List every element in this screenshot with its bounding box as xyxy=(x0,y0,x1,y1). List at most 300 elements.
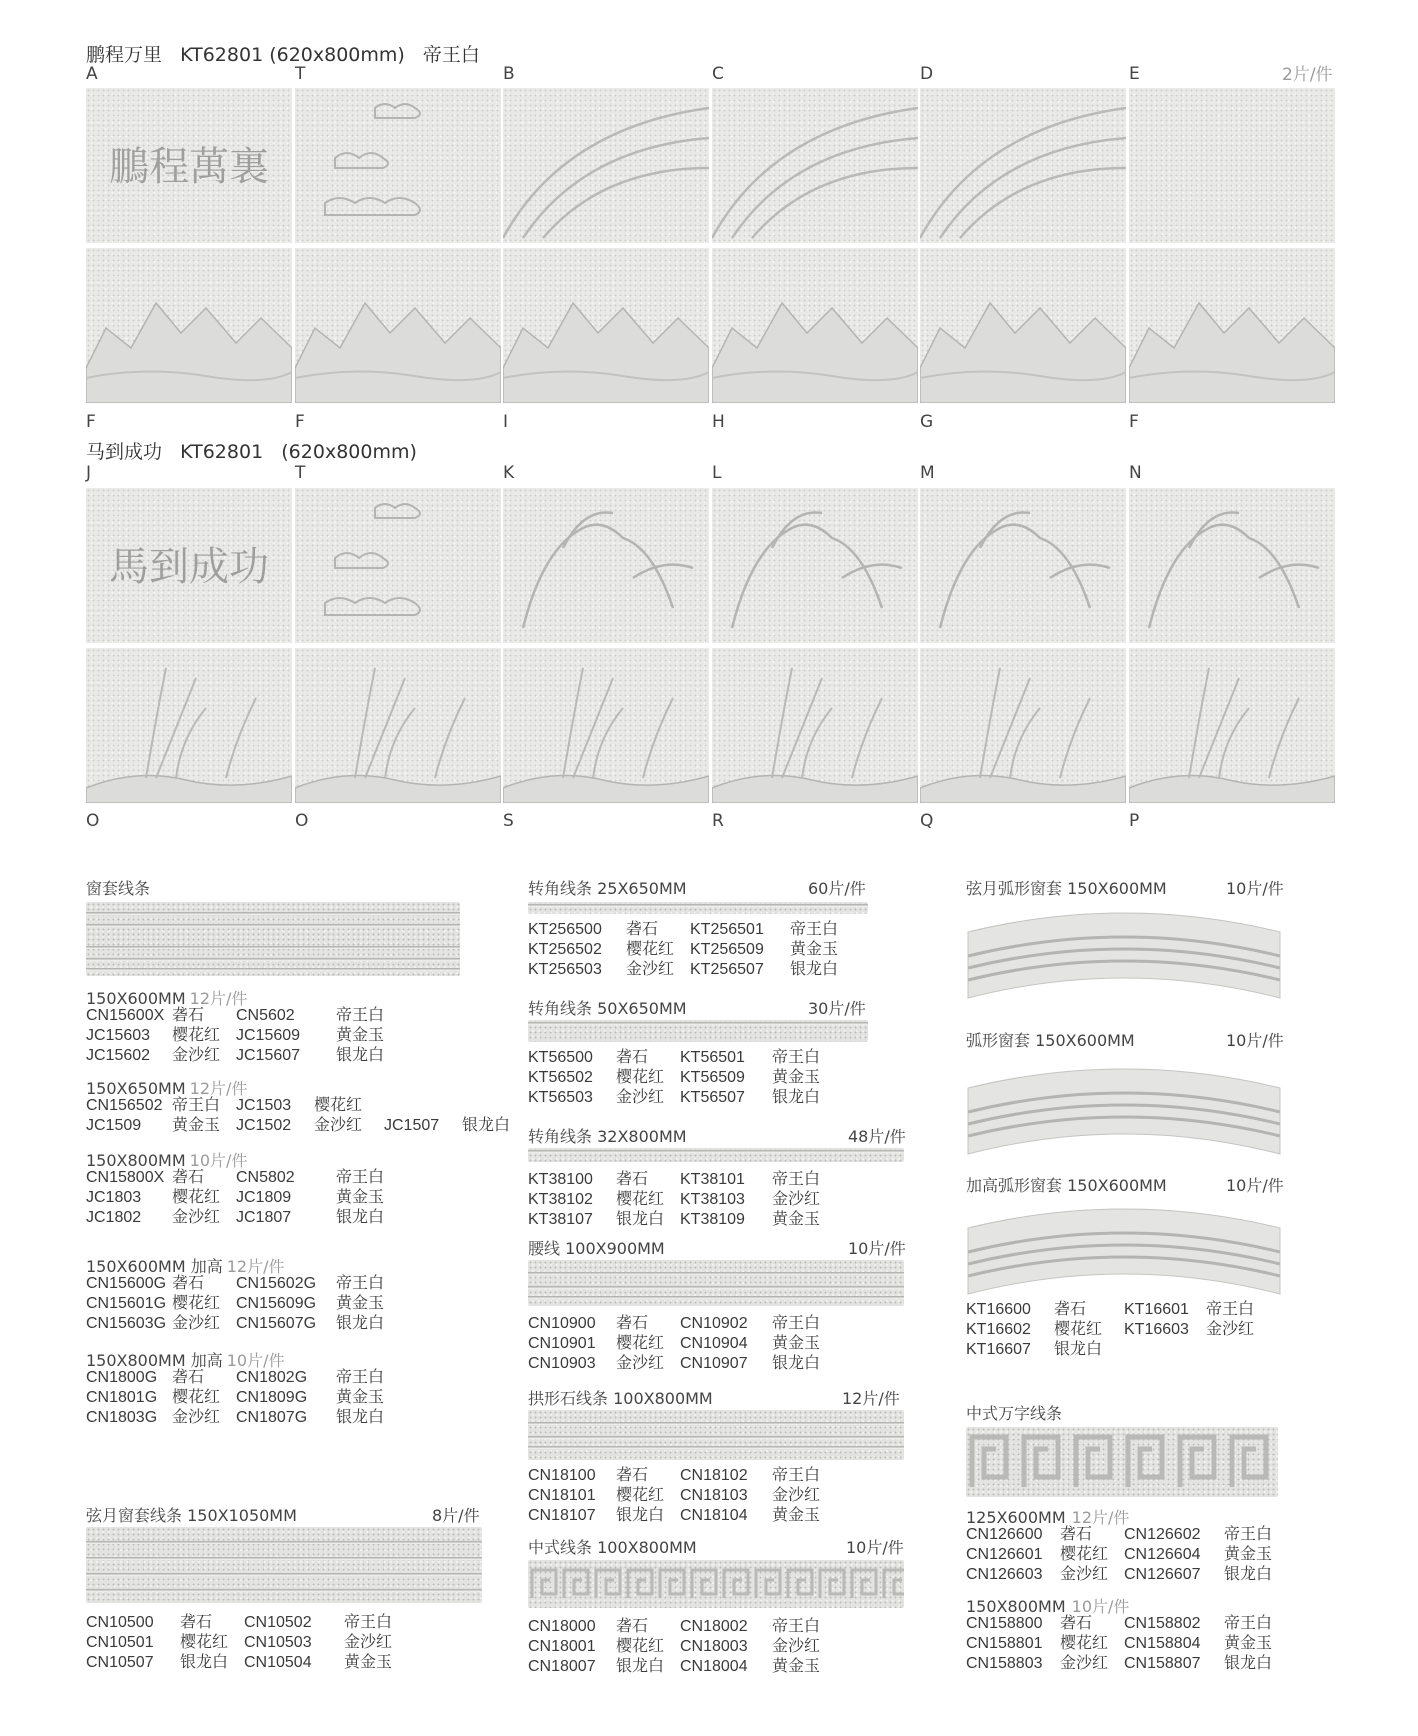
color-name: 银龙白 xyxy=(616,1211,665,1228)
product-code: JC15609 xyxy=(236,1027,301,1044)
product-code: KT38101 xyxy=(680,1171,745,1188)
color-name: 砻石 xyxy=(1060,1526,1093,1543)
section-title: 转角线条 50X650MM xyxy=(528,999,687,1018)
code-row xyxy=(86,1116,522,1136)
product-code: CN126607 xyxy=(1124,1566,1201,1583)
pieces-label: 10片/件 xyxy=(1226,1176,1284,1195)
color-name: 金沙红 xyxy=(626,961,675,978)
panel-letter: R xyxy=(712,811,724,831)
color-name: 黄金玉 xyxy=(336,1189,385,1206)
code-row xyxy=(528,920,860,940)
code-row xyxy=(528,1210,842,1230)
relief-carving xyxy=(86,248,292,403)
product-code: KT56503 xyxy=(528,1089,593,1106)
code-row xyxy=(528,1190,842,1210)
product-code: KT256502 xyxy=(528,941,602,958)
color-name: 黄金玉 xyxy=(172,1117,221,1134)
code-block xyxy=(966,1300,1276,1360)
panel-letter: A xyxy=(86,64,98,84)
code-row xyxy=(966,1634,1294,1654)
relief-carving xyxy=(712,248,918,403)
gallery1-title: 鹏程万里 KT62801 (620x800mm) 帝王白 xyxy=(86,44,480,66)
code-block xyxy=(528,1617,842,1677)
product-code: CN1800G xyxy=(86,1369,158,1386)
product-code: JC1802 xyxy=(86,1209,142,1226)
color-name: 金沙红 xyxy=(1060,1655,1109,1672)
code-row xyxy=(966,1654,1294,1674)
product-code: CN10501 xyxy=(86,1634,154,1651)
relief-carving xyxy=(920,248,1126,403)
code-row xyxy=(86,1046,406,1066)
relief-panel xyxy=(1129,648,1335,803)
color-name: 金沙红 xyxy=(344,1634,393,1651)
color-name: 银龙白 xyxy=(1054,1341,1103,1358)
section-title: 拱形石线条 100X800MM xyxy=(528,1389,713,1408)
code-row xyxy=(86,1006,406,1026)
relief-carving xyxy=(503,488,709,643)
product-code: CN158804 xyxy=(1124,1635,1201,1652)
relief-carving xyxy=(920,648,1126,803)
color-name: 银龙白 xyxy=(462,1117,511,1134)
product-code: CN15600G xyxy=(86,1275,167,1292)
code-row xyxy=(966,1545,1294,1565)
color-name: 帝王白 xyxy=(336,1169,385,1186)
product-code: CN1801G xyxy=(86,1389,158,1406)
section-title: 转角线条 25X650MM xyxy=(528,879,687,898)
relief-panel xyxy=(86,488,292,643)
relief-carving xyxy=(503,248,709,403)
product-code: CN18107 xyxy=(528,1507,596,1524)
panel-letter: E xyxy=(1129,64,1140,84)
arched-molding-image xyxy=(966,1058,1282,1156)
relief-carving xyxy=(712,648,918,803)
color-name: 金沙红 xyxy=(172,1047,221,1064)
color-name: 金沙红 xyxy=(772,1487,821,1504)
panel-letter: S xyxy=(503,811,514,831)
product-code: CN18101 xyxy=(528,1487,596,1504)
code-block xyxy=(528,1048,842,1108)
color-name: 黄金玉 xyxy=(772,1658,821,1675)
code-row xyxy=(86,1274,406,1294)
relief-carving xyxy=(1129,648,1335,803)
product-code: CN158803 xyxy=(966,1655,1043,1672)
color-name: 银龙白 xyxy=(772,1089,821,1106)
panel-letter: F xyxy=(86,412,96,432)
section-title: 腰线 100X900MM xyxy=(528,1239,665,1258)
section-title: 转角线条 32X800MM xyxy=(528,1127,687,1146)
pieces-label: 10片/件 xyxy=(1226,1031,1284,1050)
arched-molding-image xyxy=(966,1198,1282,1296)
relief-panel xyxy=(920,488,1126,643)
color-name: 帝王白 xyxy=(772,1049,821,1066)
color-name: 黄金玉 xyxy=(1224,1635,1273,1652)
product-code: CN10900 xyxy=(528,1315,596,1332)
code-row xyxy=(528,1617,842,1637)
code-block xyxy=(528,1170,842,1230)
relief-panel xyxy=(920,248,1126,403)
color-name: 樱花红 xyxy=(1060,1635,1109,1652)
product-code: KT56500 xyxy=(528,1049,593,1066)
color-name: 银龙白 xyxy=(772,1355,821,1372)
color-name: 银龙白 xyxy=(616,1507,665,1524)
panel-letter: L xyxy=(712,463,722,483)
color-name: 樱花红 xyxy=(172,1027,221,1044)
relief-panel xyxy=(503,88,709,243)
relief-panel xyxy=(503,248,709,403)
product-code: KT256509 xyxy=(690,941,764,958)
product-code: CN1802G xyxy=(236,1369,308,1386)
size-label: 150X800MM xyxy=(86,1151,186,1170)
product-code: CN10502 xyxy=(244,1614,312,1631)
col1-heading: 窗套线条 xyxy=(86,879,151,898)
code-block xyxy=(528,920,860,980)
molding-image xyxy=(528,1148,904,1162)
product-code: KT38107 xyxy=(528,1211,593,1228)
code-row xyxy=(528,1314,842,1334)
panel-letter: T xyxy=(295,64,306,84)
panel-letter: T xyxy=(295,463,306,483)
code-row xyxy=(528,1170,842,1190)
pieces-label: 10片/件 xyxy=(848,1239,906,1258)
product-code: CN126603 xyxy=(966,1566,1043,1583)
pieces-label: 12片/件 xyxy=(842,1389,900,1408)
color-name: 金沙红 xyxy=(772,1638,821,1655)
color-name: 银龙白 xyxy=(790,961,839,978)
color-name: 帝王白 xyxy=(336,1369,385,1386)
pieces-label: 12片/件 xyxy=(1071,1508,1130,1527)
product-code: CN18002 xyxy=(680,1618,748,1635)
code-row xyxy=(86,1026,406,1046)
chinese-pattern xyxy=(528,1560,904,1608)
product-code: JC1809 xyxy=(236,1189,292,1206)
pieces-label: 60片/件 xyxy=(808,879,866,898)
product-code: JC15607 xyxy=(236,1047,301,1064)
product-code: CN15600X xyxy=(86,1007,165,1024)
color-name: 黄金玉 xyxy=(772,1069,821,1086)
product-code: KT56502 xyxy=(528,1069,593,1086)
panel-letter: M xyxy=(920,463,935,483)
color-name: 砻石 xyxy=(172,1275,205,1292)
product-code: KT256503 xyxy=(528,961,602,978)
relief-panel xyxy=(1129,88,1335,243)
product-code: CN10903 xyxy=(528,1355,596,1372)
color-name: 黄金玉 xyxy=(336,1027,385,1044)
panel-letter: I xyxy=(503,412,509,432)
relief-carving xyxy=(920,488,1126,643)
code-block xyxy=(966,1525,1294,1585)
pieces-label: 10片/件 xyxy=(189,1151,248,1170)
relief-carving xyxy=(1129,248,1335,403)
product-code: CN158800 xyxy=(966,1615,1043,1632)
color-name: 帝王白 xyxy=(336,1007,385,1024)
code-row xyxy=(528,1088,842,1108)
relief-panel xyxy=(295,488,501,643)
color-name: 砻石 xyxy=(180,1614,213,1631)
chinese-wanzi-title: 中式万字线条 xyxy=(966,1404,1063,1423)
product-code: CN10504 xyxy=(244,1654,312,1671)
panel-letter: Q xyxy=(920,811,934,831)
color-name: 银龙白 xyxy=(336,1209,385,1226)
color-name: 帝王白 xyxy=(772,1315,821,1332)
code-row xyxy=(528,1506,842,1526)
product-code: KT16602 xyxy=(966,1321,1031,1338)
color-name: 砻石 xyxy=(616,1171,649,1188)
color-name: 黄金玉 xyxy=(790,941,839,958)
pieces-label: 30片/件 xyxy=(808,999,866,1018)
relief-carving xyxy=(86,88,292,243)
panel-letter: P xyxy=(1129,811,1140,831)
code-row xyxy=(86,1188,406,1208)
color-name: 金沙红 xyxy=(1060,1566,1109,1583)
color-name: 银龙白 xyxy=(1224,1655,1273,1672)
color-name: 黄金玉 xyxy=(772,1335,821,1352)
code-row xyxy=(86,1368,406,1388)
relief-panel xyxy=(86,248,292,403)
code-row xyxy=(528,1354,842,1374)
relief-panel xyxy=(295,648,501,803)
color-name: 黄金玉 xyxy=(1224,1546,1273,1563)
relief-carving xyxy=(1129,488,1335,643)
pieces-label: 10片/件 xyxy=(226,1351,285,1370)
relief-panel xyxy=(1129,248,1335,403)
code-row xyxy=(528,960,860,980)
panel-letter: B xyxy=(503,64,515,84)
gallery2-title: 马到成功 KT62801 (620x800mm) xyxy=(86,441,417,463)
relief-carving xyxy=(295,488,501,643)
relief-panel xyxy=(1129,488,1335,643)
product-code: JC1807 xyxy=(236,1209,292,1226)
product-code: KT38100 xyxy=(528,1171,593,1188)
color-name: 樱花红 xyxy=(626,941,675,958)
size-label: 150X800MM 加高 xyxy=(86,1351,223,1370)
panel-letter: G xyxy=(920,412,934,432)
color-name: 砻石 xyxy=(616,1049,649,1066)
product-code: CN126604 xyxy=(1124,1546,1201,1563)
code-block xyxy=(86,1096,522,1136)
pieces-label: 12片/件 xyxy=(189,989,248,1008)
color-name: 银龙白 xyxy=(336,1047,385,1064)
product-code: JC1803 xyxy=(86,1189,142,1206)
code-row xyxy=(86,1653,414,1673)
product-code: CN18100 xyxy=(528,1467,596,1484)
relief-panel xyxy=(86,88,292,243)
code-row xyxy=(86,1633,414,1653)
code-row xyxy=(528,1334,842,1354)
color-name: 樱花红 xyxy=(616,1069,665,1086)
product-code: CN158807 xyxy=(1124,1655,1201,1672)
color-name: 黄金玉 xyxy=(772,1507,821,1524)
code-row xyxy=(86,1168,406,1188)
color-name: 砻石 xyxy=(616,1467,649,1484)
color-name: 金沙红 xyxy=(172,1209,221,1226)
product-code: KT256500 xyxy=(528,921,602,938)
color-name: 金沙红 xyxy=(172,1315,221,1332)
size-label: 150X600MM xyxy=(86,989,186,1008)
color-name: 银龙白 xyxy=(1224,1566,1273,1583)
wanzi-pattern xyxy=(966,1427,1278,1497)
product-code: CN15603G xyxy=(86,1315,167,1332)
molding-image xyxy=(528,902,868,914)
code-row xyxy=(528,1048,842,1068)
product-code: CN18104 xyxy=(680,1507,748,1524)
wanzi-molding-image xyxy=(966,1427,1278,1497)
color-name: 银龙白 xyxy=(616,1658,665,1675)
color-name: 樱花红 xyxy=(314,1097,363,1114)
product-code: KT256501 xyxy=(690,921,764,938)
color-name: 银龙白 xyxy=(180,1654,229,1671)
color-name: 黄金玉 xyxy=(344,1654,393,1671)
size-label: 125X600MM xyxy=(966,1508,1066,1527)
product-code: JC1507 xyxy=(384,1117,440,1134)
pieces-label: 12片/件 xyxy=(226,1257,285,1276)
gallery1-per-piece: 2片/件 xyxy=(1282,65,1333,85)
color-name: 樱花红 xyxy=(616,1487,665,1504)
color-name: 金沙红 xyxy=(172,1409,221,1426)
product-code: JC1509 xyxy=(86,1117,142,1134)
color-name: 帝王白 xyxy=(790,921,839,938)
color-name: 黄金玉 xyxy=(336,1389,385,1406)
relief-carving xyxy=(712,88,918,243)
calligraphy-text: 鵬程萬裏 xyxy=(109,144,269,190)
section-title: 弦月弧形窗套 150X600MM xyxy=(966,879,1167,898)
product-code: CN158801 xyxy=(966,1635,1043,1652)
color-name: 金沙红 xyxy=(616,1089,665,1106)
code-row xyxy=(528,1466,842,1486)
code-row xyxy=(966,1525,1294,1545)
size-label: 150X600MM 加高 xyxy=(86,1257,223,1276)
code-row xyxy=(86,1388,406,1408)
product-code: CN18102 xyxy=(680,1467,748,1484)
color-name: 樱花红 xyxy=(1054,1321,1103,1338)
product-code: KT16607 xyxy=(966,1341,1031,1358)
product-code: CN18003 xyxy=(680,1638,748,1655)
product-code: CN10507 xyxy=(86,1654,154,1671)
product-code: CN126602 xyxy=(1124,1526,1201,1543)
color-name: 银龙白 xyxy=(336,1409,385,1426)
section-title: 弧形窗套 150X600MM xyxy=(966,1031,1135,1050)
molding-image xyxy=(528,1560,904,1608)
color-name: 帝王白 xyxy=(336,1275,385,1292)
relief-carving xyxy=(1129,88,1335,243)
code-row xyxy=(86,1314,406,1334)
code-row xyxy=(528,1486,842,1506)
section-title: 加高弧形窗套 150X600MM xyxy=(966,1176,1167,1195)
code-row xyxy=(86,1408,406,1428)
product-code: CN126600 xyxy=(966,1526,1043,1543)
panel-letter: K xyxy=(503,463,515,483)
color-name: 帝王白 xyxy=(772,1618,821,1635)
product-code: CN5602 xyxy=(236,1007,295,1024)
product-code: KT16600 xyxy=(966,1301,1031,1318)
window-molding-image xyxy=(86,902,460,976)
panel-letter: F xyxy=(295,412,305,432)
code-row xyxy=(528,1068,842,1088)
color-name: 砻石 xyxy=(616,1618,649,1635)
product-code: KT56509 xyxy=(680,1069,745,1086)
relief-panel xyxy=(712,248,918,403)
color-name: 金沙红 xyxy=(314,1117,363,1134)
product-code: CN1809G xyxy=(236,1389,308,1406)
code-block xyxy=(528,1466,842,1526)
product-code: KT56507 xyxy=(680,1089,745,1106)
crescent-molding-image xyxy=(86,1527,482,1603)
code-row xyxy=(528,1657,842,1677)
color-name: 砻石 xyxy=(172,1369,205,1386)
product-code: CN1807G xyxy=(236,1409,308,1426)
product-code: CN1803G xyxy=(86,1409,158,1426)
relief-panel xyxy=(295,88,501,243)
code-row xyxy=(966,1300,1276,1320)
code-block xyxy=(528,1314,842,1374)
code-row xyxy=(966,1614,1294,1634)
product-code: CN15607G xyxy=(236,1315,317,1332)
product-code: CN18004 xyxy=(680,1658,748,1675)
color-name: 砻石 xyxy=(616,1315,649,1332)
color-name: 帝王白 xyxy=(344,1614,393,1631)
product-code: JC15603 xyxy=(86,1027,151,1044)
product-code: CN18000 xyxy=(528,1618,596,1635)
product-code: CN18001 xyxy=(528,1638,596,1655)
molding-image xyxy=(528,1410,904,1460)
relief-carving xyxy=(503,648,709,803)
crescent-title: 弦月窗套线条 150X1050MM xyxy=(86,1506,297,1525)
color-name: 砻石 xyxy=(172,1007,205,1024)
calligraphy-text: 馬到成功 xyxy=(109,544,269,590)
panel-letter: H xyxy=(712,412,725,432)
color-name: 银龙白 xyxy=(336,1315,385,1332)
product-code: KT16603 xyxy=(1124,1321,1189,1338)
color-name: 金沙红 xyxy=(1206,1321,1255,1338)
relief-panel xyxy=(712,88,918,243)
panel-letter: F xyxy=(1129,412,1139,432)
panel-letter: O xyxy=(295,811,309,831)
code-row xyxy=(86,1208,406,1228)
product-code: JC15602 xyxy=(86,1047,151,1064)
relief-panel xyxy=(920,648,1126,803)
color-name: 砻石 xyxy=(172,1169,205,1186)
product-code: JC1503 xyxy=(236,1097,292,1114)
product-code: CN15609G xyxy=(236,1295,317,1312)
color-name: 樱花红 xyxy=(172,1189,221,1206)
pieces-label: 48片/件 xyxy=(848,1127,906,1146)
color-name: 帝王白 xyxy=(1224,1615,1273,1632)
color-name: 砻石 xyxy=(1054,1301,1087,1318)
arched-molding-image xyxy=(966,902,1282,1000)
code-row xyxy=(966,1565,1294,1585)
relief-carving xyxy=(295,88,501,243)
code-block xyxy=(86,1168,406,1228)
code-block xyxy=(86,1368,406,1428)
color-name: 樱花红 xyxy=(180,1634,229,1651)
product-code: CN5802 xyxy=(236,1169,295,1186)
code-row xyxy=(86,1096,522,1116)
product-code: CN10500 xyxy=(86,1614,154,1631)
code-row xyxy=(966,1320,1276,1340)
product-code: KT38109 xyxy=(680,1211,745,1228)
color-name: 金沙红 xyxy=(772,1191,821,1208)
color-name: 金沙红 xyxy=(616,1355,665,1372)
code-block xyxy=(86,1274,406,1334)
product-code: JC1502 xyxy=(236,1117,292,1134)
color-name: 樱花红 xyxy=(616,1191,665,1208)
size-label: 150X800MM xyxy=(966,1597,1066,1616)
product-code: CN15601G xyxy=(86,1295,167,1312)
color-name: 砻石 xyxy=(1060,1615,1093,1632)
size-label: 150X650MM xyxy=(86,1079,186,1098)
color-name: 帝王白 xyxy=(772,1467,821,1484)
code-block xyxy=(966,1614,1294,1674)
code-row xyxy=(528,1637,842,1657)
